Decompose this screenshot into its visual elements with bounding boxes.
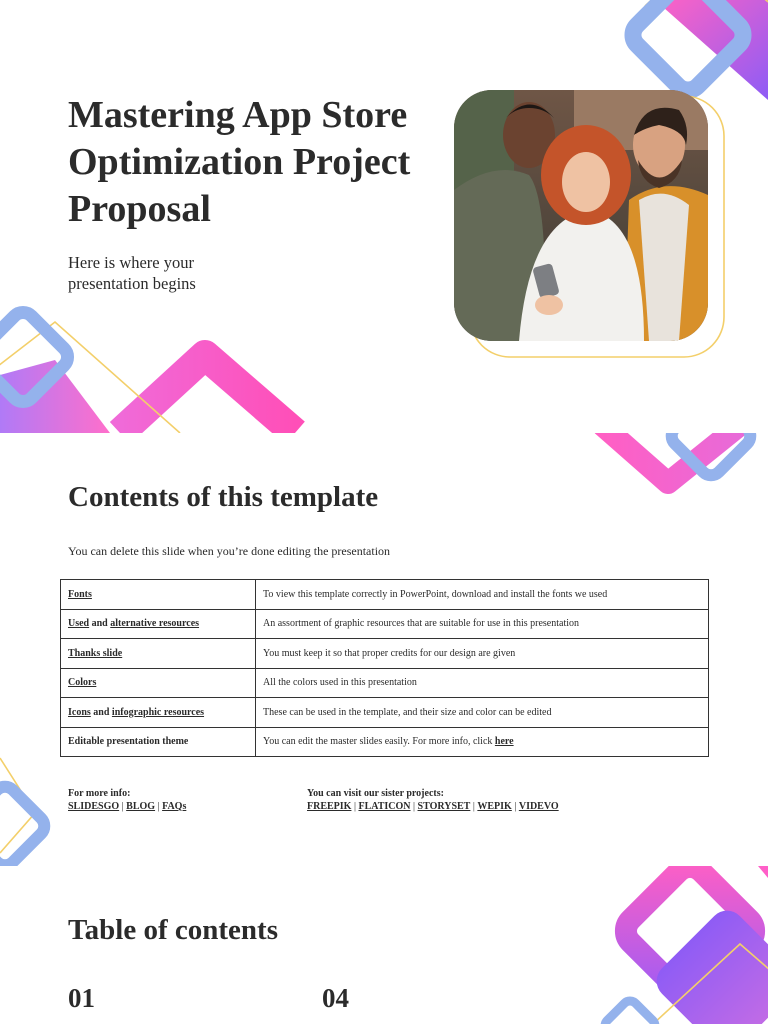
more-info-label: For more info:	[68, 788, 131, 799]
hero-photo	[454, 90, 708, 341]
slide-table-of-contents	[0, 866, 768, 1024]
row-description: To view this template correctly in PowerPoint, download and install the fonts we used	[263, 588, 608, 600]
link-separator: |	[351, 800, 359, 812]
row-description: You must keep it so that proper credits for our design are given	[263, 647, 516, 659]
more-info-links	[68, 801, 186, 812]
toc-title: Table of contents	[68, 914, 278, 946]
row-title-cell	[61, 698, 256, 728]
chevron-shape	[120, 355, 295, 433]
row-title-cell	[61, 609, 256, 639]
row-description: These can be used in the template, and their size and color can be edited	[263, 706, 552, 718]
table-row	[61, 580, 709, 610]
row-title-text: and	[90, 706, 112, 718]
link-separator: |	[470, 800, 478, 812]
table-row	[61, 639, 709, 669]
table-row	[61, 698, 709, 728]
link-separator: |	[410, 800, 418, 812]
row-title-cell	[61, 668, 256, 698]
row-title-cell	[61, 580, 256, 610]
contents-table	[60, 579, 709, 757]
sister-projects-links	[307, 801, 559, 812]
link-separator: |	[511, 800, 519, 812]
row-description-cell	[256, 668, 709, 698]
footer-link-storyset[interactable]: STORYSET	[417, 800, 471, 812]
table-row	[61, 727, 709, 757]
row-title-text: Editable presentation theme	[68, 736, 189, 748]
footer-link-slidesgo[interactable]: SLIDESGO	[68, 800, 120, 812]
table-row	[61, 668, 709, 698]
toc-number-01: 01	[68, 983, 95, 1013]
subtitle: Here is where your presentation begins	[68, 253, 196, 293]
row-description: All the colors used in this presentation	[263, 677, 417, 689]
link-separator: |	[155, 800, 163, 812]
row-title-link[interactable]: Icons	[68, 706, 91, 718]
slide-note: You can delete this slide when you’re done editing the presentation	[68, 544, 391, 558]
row-title-link[interactable]: Fonts	[68, 588, 92, 600]
footer-link-blog[interactable]: BLOG	[126, 800, 156, 812]
row-title-cell	[61, 727, 256, 757]
row-title-text: and	[89, 618, 111, 630]
more-info	[68, 788, 186, 813]
slide-title	[0, 0, 768, 433]
row-title-link[interactable]: Used	[68, 618, 90, 630]
here-link[interactable]: here	[494, 736, 514, 748]
sister-projects	[307, 788, 559, 813]
row-title-link[interactable]: Colors	[68, 677, 97, 689]
footer-link-faqs[interactable]: FAQs	[162, 800, 187, 812]
row-description-cell	[256, 639, 709, 669]
toc-number-04: 04	[322, 983, 349, 1013]
row-title-cell	[61, 639, 256, 669]
row-description-cell	[256, 580, 709, 610]
footer-link-freepik[interactable]: FREEPIK	[307, 800, 352, 812]
sister-projects-label: You can visit our sister projects:	[307, 788, 444, 799]
row-description-cell	[256, 727, 709, 757]
row-description: You can edit the master slides easily. For more info, click	[263, 736, 495, 748]
link-separator: |	[119, 800, 127, 812]
row-title-link[interactable]: alternative resources	[110, 618, 200, 630]
section-title: Contents of this template	[68, 481, 379, 513]
row-title-link[interactable]: infographic resources	[111, 706, 205, 718]
row-description-cell	[256, 698, 709, 728]
row-description: An assortment of graphic resources that are suitable for use in this presentation	[263, 618, 580, 630]
table-row	[61, 609, 709, 639]
footer-link-flaticon[interactable]: FLATICON	[358, 800, 411, 812]
slide-contents	[0, 433, 768, 866]
footer-link-wepik[interactable]: WEPIK	[477, 800, 512, 812]
row-title-link[interactable]: Thanks slide	[68, 647, 123, 659]
page-title: Mastering App Store Optimization Project Proposal	[68, 94, 411, 230]
footer-link-videvo[interactable]: VIDEVO	[518, 800, 559, 812]
row-description-cell	[256, 609, 709, 639]
